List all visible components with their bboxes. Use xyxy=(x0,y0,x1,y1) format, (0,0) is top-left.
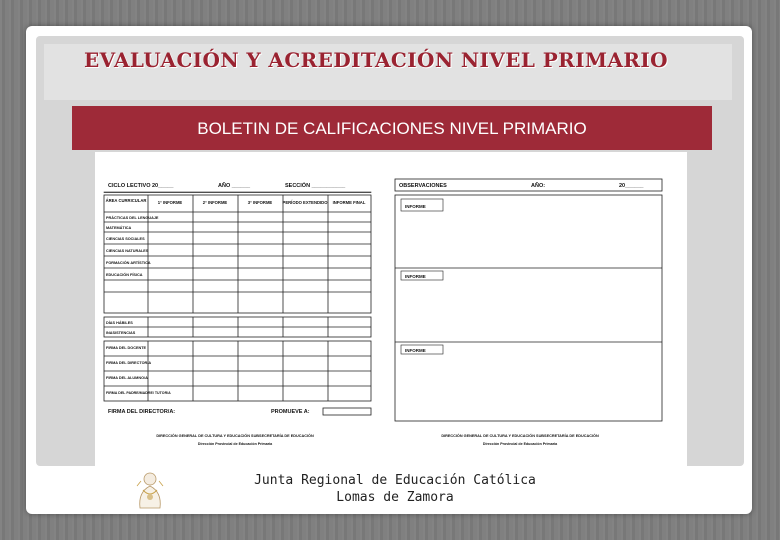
right-form xyxy=(395,179,662,446)
informe-label: INFORME xyxy=(405,274,426,279)
seccion-label: SECCIÓN ___________ xyxy=(285,183,346,189)
firma-label: FIRMA DEL DOCENTE xyxy=(106,346,147,350)
subject-label: MATEMÁTICA xyxy=(106,226,132,230)
slide-title: EVALUACIÓN Y ACREDITACIÓN NIVEL PRIMARIO xyxy=(84,48,668,72)
dias-habiles: DÍAS HÁBILES xyxy=(106,321,133,325)
footer-sub-right: Dirección Provincial de Educación Primaria xyxy=(482,442,558,446)
obs-anio-label: AÑO: xyxy=(531,183,546,189)
informe-label: INFORME xyxy=(405,204,426,209)
subject-label: FORMACIÓN ARTÍSTICA xyxy=(106,261,151,265)
footer-org-left: DIRECCIÓN GENERAL DE CULTURA Y EDUCACIÓN SUBSECRETARÍA DE EDUCACIÓN xyxy=(156,434,314,438)
col-informe-3: 3° INFORME xyxy=(247,200,273,205)
ciclo-label: CICLO LECTIVO 20_____ xyxy=(108,183,174,189)
subject-label: EDUCACIÓN FÍSICA xyxy=(106,273,143,277)
firma-director: FIRMA DEL DIRECTOR/A: xyxy=(108,409,176,415)
promueve: PROMUEVE A: xyxy=(271,409,310,415)
anio-label: AÑO ______ xyxy=(218,183,251,189)
report-card-form xyxy=(95,152,687,468)
institution-logo-icon xyxy=(134,468,166,512)
subject-label: PRÁCTICAS DEL LENGUAJE xyxy=(106,216,159,220)
firma-label: FIRMA DEL PADRE/MADRE/ TUTOR/A xyxy=(106,391,171,395)
col-area: ÁREA CURRICULAR xyxy=(105,198,147,203)
footer-org-right: DIRECCIÓN GENERAL DE CULTURA Y EDUCACIÓN SUBSECRETARÍA DE EDUCACIÓN xyxy=(441,434,599,438)
footer-line-1: Junta Regional de Educación Católica xyxy=(254,473,536,488)
informe-label: INFORME xyxy=(405,348,426,353)
col-final: INFORME FINAL xyxy=(332,200,366,205)
footer-line-2: Lomas de Zamora xyxy=(336,490,454,505)
subject-label: CIENCIAS SOCIALES xyxy=(106,237,145,241)
obs-anio-value: 20______ xyxy=(619,183,644,189)
col-informe-2: 2° INFORME xyxy=(202,200,228,205)
left-form xyxy=(104,181,371,446)
footer-sub-left: Dirección Provincial de Educación Primaria xyxy=(197,442,273,446)
col-informe-1: 1° INFORME xyxy=(157,200,183,205)
subtitle-text: BOLETIN DE CALIFICACIONES NIVEL PRIMARIO xyxy=(197,119,587,138)
col-periodo: PERÍODO EXTENDIDO xyxy=(282,200,328,205)
subtitle-band xyxy=(72,106,712,150)
observaciones-box xyxy=(395,195,662,421)
subject-label: CIENCIAS NATURALES xyxy=(106,249,149,253)
firma-label: FIRMA DEL ALUMNO/A xyxy=(106,376,148,380)
grades-table xyxy=(104,195,371,313)
observaciones-label: OBSERVACIONES xyxy=(399,183,447,189)
inasistencias: INASISTENCIAS xyxy=(106,331,136,335)
report-card-image xyxy=(95,152,687,468)
firma-label: FIRMA DEL DIRECTOR/A xyxy=(106,361,152,365)
